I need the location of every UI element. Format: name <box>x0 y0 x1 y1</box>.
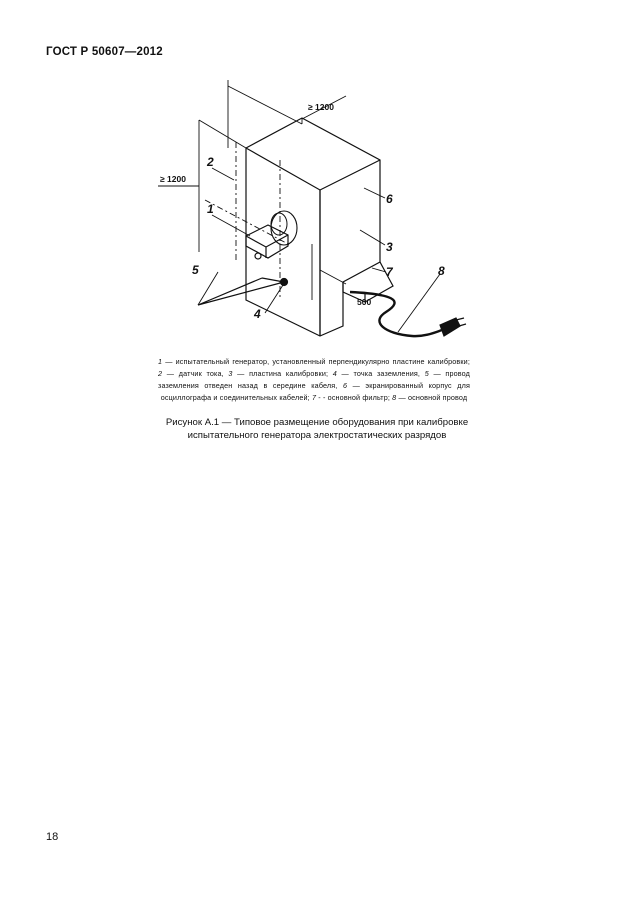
legend-text: — основной провод <box>396 393 468 402</box>
legend-num: 3 <box>228 369 233 378</box>
label-7: 7 <box>386 265 393 279</box>
legend-num: 1 <box>158 357 163 366</box>
legend-num: 5 <box>424 369 429 378</box>
legend-text: — испытательный генератор, установленный перпендикулярно пластине калибровки; <box>162 357 470 366</box>
dimension-width: ≥ 1200 <box>308 102 334 112</box>
label-5: 5 <box>192 263 199 277</box>
legend-text: - - основной фильтр; <box>316 393 393 402</box>
legend-num: 4 <box>332 369 337 378</box>
generator-body <box>246 225 288 258</box>
legend-text: — пластина калибровки; <box>232 369 333 378</box>
ground-wire <box>198 278 284 305</box>
legend-text: — экранированный корпус для осциллографа и соединительных кабелей; <box>160 381 470 402</box>
label-4: 4 <box>254 307 261 321</box>
calibration-plate-top-edge <box>246 148 380 190</box>
page-number: 18 <box>46 831 59 843</box>
label-1: 1 <box>207 202 214 216</box>
legend-num: 8 <box>392 393 397 402</box>
legend-num: 7 <box>311 393 317 402</box>
dimension-height: ≥ 1200 <box>160 174 186 184</box>
document-header: ГОСТ Р 50607—2012 <box>46 46 163 58</box>
dimension-distance: 500 <box>357 297 372 307</box>
label-3: 3 <box>386 240 393 254</box>
figure-caption: Рисунок А.1 — Типовое размещение оборудования при калибровке испытательного генератора электростатических разрядов <box>165 417 469 441</box>
plug <box>440 318 460 336</box>
label-2: 2 <box>207 155 214 169</box>
legend-num: 6 <box>342 381 348 390</box>
figure-legend <box>158 356 470 404</box>
label-8: 8 <box>438 264 445 278</box>
legend-text: — провод заземления отведен назад в середине кабеля, <box>158 369 470 390</box>
label-6: 6 <box>386 192 393 206</box>
legend-text: — датчик тока, <box>162 369 229 378</box>
legend-num: 2 <box>158 369 163 378</box>
ground-point <box>281 279 288 286</box>
legend-text: — точка заземления, <box>336 369 425 378</box>
